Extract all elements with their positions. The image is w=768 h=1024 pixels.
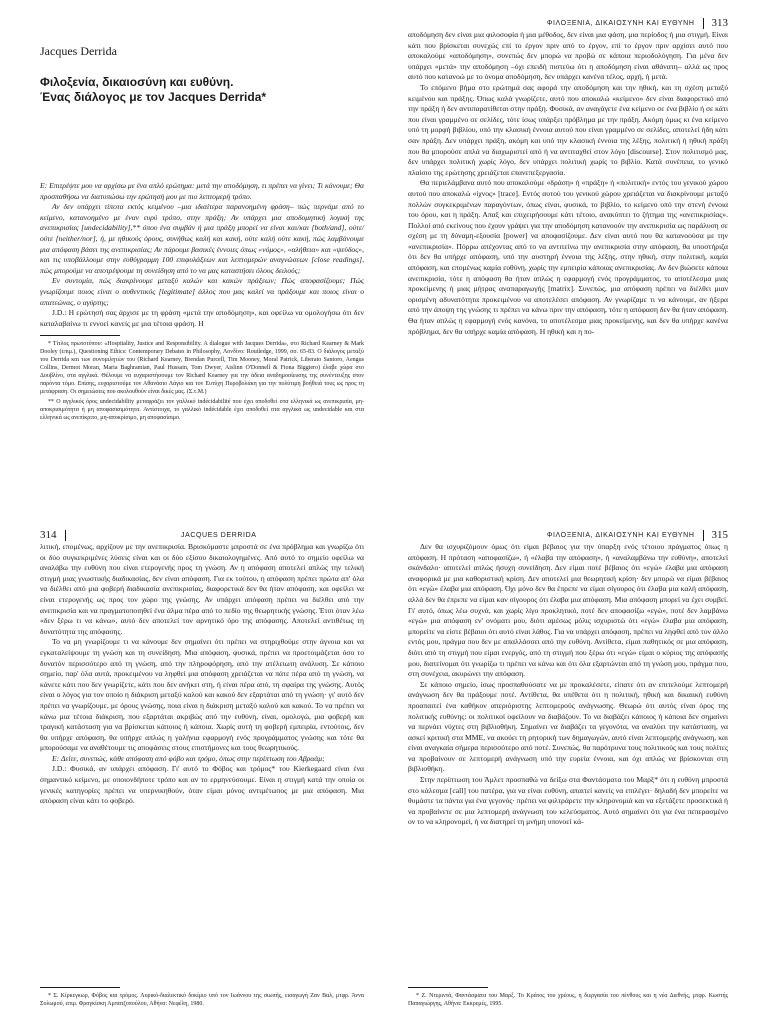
body-text	[40, 542, 364, 807]
divider	[703, 18, 704, 29]
footnote-rule	[40, 987, 120, 988]
paragraph: Θα περιελάμβανα αυτό που αποκαλούμε «δράση» ή «πράξη» ή «πολιτική» εντός του γενικού χώρου αυτού που αποκαλώ «ίχνος» [trace]. Εντός αυτού του γενικού χώρου χρειάζεται να διακρίνουμε μεταξύ πολλών συγκεκριμένων παραγόντων, όπως είναι, φυσικά, το βιβλίο, το κείμενο υπό την στενή έννοια του όρου, και η πράξη. Απαξ και επιχειρήσουμε κάτι τέτοιο, ανακύπτει το ζήτημα της «ανεπικρισίας». Πολλοί από εκείνους που έχουν γράψει για την αποδόμηση κατανοούν την ανεπικρισία ως παράλυση σε σχέση με τη δύναμη-εξουσία [power] να αποφασίζουμε. Δεν είναι αυτό που θα κατανοούσα με την «ανεπικρισία». Πόρρω απέχοντας από το να αντιτείνω την ανεπικρισία στην απόφαση, θα υποστήριζα ότι δεν θα υπήρχε απόφαση, υπό την αυστηρή έννοια της λέξης, στην ηθική, στην πολιτική, καμία απόφαση, και επομένως καμία ευθύνη, χωρίς την εμπειρία κάποιας ανεπικρισίας. Αν δεν βιώσετε κάποια ανεπικρισία, τότε η απόφαση θα ήταν απλώς η εφαρμογή ενός προγράμματος, το αποτέλεσμα μιας προκείμενης ή μιας μήτρας αναπαραγωγής [matrix]. Συνεπώς, μια απόφαση πρέπει να διέλθει μιαν ορισμένη αδυνατότητα προκειμένου να αποτελέσει απόφαση. Αν γνωρίζαμε τι να κάνουμε, αν ήξερα από την άποψη της γνώσης τι πρέπει να κάνω πριν την απόφαση, τότε η απόφαση δεν θα ήταν απόφαση. Θα ήταν απλώς η εφαρμογή ενός κανόνα, το αποτέλεσμα μιας προκείμενης, και δεν θα υπήρχε κανένα πρόβλημα, δεν θα υπήρχε καμία απόφαση. Η ηθική και η πο-	[408, 178, 728, 336]
running-head	[408, 528, 728, 542]
running-head-title: ΦΙΛΟΞΕΝΙΑ, ΔΙΚΑΙΟΣΥΝΗ ΚΑΙ ΕΥΘΥΝΗ	[546, 531, 695, 539]
author-name: Jacques Derrida	[40, 44, 117, 58]
paragraph: αποδόμηση δεν είναι μια φιλοσοφία ή μια μέθοδος, δεν είναι μια φάση, μια περίοδος ή μια στιγμή. Είναι κάτι που βρίσκεται συνεχώς επί το έργον πριν από το έργον, επί το έργον πριν αρχίσει αυτό που αποκαλούμε «αποδόμηση», συνεπώς δεν μπορώ να προβώ σε κάποια περιοδολόγηση. Για μένα δεν υπάρχει «μετά» την αποδόμηση –όχι επειδή πιστεύω ότι η αποδόμηση είναι αθάνατη– αλλά ως προς αυτό που κατανοώ με το όνομα αποδόμηση, δεν υπάρχει κανένα τέλος, αρχή, ή μετά.	[408, 30, 728, 82]
running-head	[40, 528, 364, 542]
paragraph: λιτική, επομένως, αρχίζουν με την ανεπικρισία. Βρισκόμαστε μπροστά σε ένα πρόβλημα και γνωρίζω ότι οι δύο συγκεκριμένες λύσεις είναι και οι δύο εξίσου δικαιολογημένες. Από αυτό το σημείο οφείλω να αναλάβω την ευθύνη που είναι ετερογενής προς τη γνώση. Αν η απόφαση αποτελεί απλώς την τελική στιγμή μιας γνωστικής διαδικασίας, δεν είναι απόφαση. Για εκ τούτου, η απόφαση πρέπει πρώτα απ' όλα να διέλθει από μια φοβερή διαδικασία ανεπικρισίας, διαφορετικά δεν θα ήταν απόφαση, και οφείλει να είναι ετερογενής ως προς τον χώρο της γνώσης. Αν υπάρχει απόφαση πρέπει να διέλθει από την ανεπικρισία και να πραγματοποιηθεί ένα άλμα πέρα από το πεδίο της θεωρητικής γνώσης. Έτσι όταν λέω «δεν ξέρω τι να κάνω», αυτό δεν αποτελεί τον αρνητικό όρο της απόφασης. Αποτελεί αντιθέτως τη δυνατότητα της απόφασης.	[40, 542, 364, 636]
page-top-left	[0, 0, 384, 512]
page-top-right	[384, 0, 768, 512]
page-bottom-left	[0, 512, 384, 1024]
paragraph: Ε: Επιτρέψτε μου να αρχίσω με ένα απλό ερώτημα: μετά την αποδόμηση, τι πρέπει να γίνει; Τι κάνουμε; Θα προσπαθήσω να διατυπώσω την ερώτησή μου με πιο λεπτομερή τρόπο.	[40, 181, 364, 201]
paragraph: Το να μη γνωρίζουμε τι να κάνουμε δεν σημαίνει ότι πρέπει να στηριχθούμε στην άγνοια και να εγκαταλείψουμε τη γνώση και τη συνείδηση. Μια απόφαση, φυσικά, πρέπει να προετοιμάζεται όσο το δυνατόν περισσότερο από τη γνώση, από την πληροφόρηση, από την ατέλειωτη ανάλυση. Σε κάποιο σημείο, παρ' όλα αυτά, προκειμένου να ληφθεί μια απόφαση χρειάζεται να πάτε πέρα από τη γνώση, να κάνετε κάτι που δεν γνωρίζετε, κάτι που δεν ανήκει στη, ή είναι πέρα από, τη σφαίρα της γνώσης. Αυτός είναι ο λόγος για τον οποίο η διάκριση μεταξύ καλού και κακού δεν εξαρτάται από τη γνώση· γι' αυτό δεν πρέπει να γνωρίζουμε, με όρους γνώσης, ποια είναι η διάκριση μεταξύ καλού και κακού. Το να πρέπει να κάνω μια τέτοια διάκριση, που εξαρτάται ακριβώς από την ευθύνη, είναι, ομολογώ, μια φοβερή και τραγική κατάσταση για να βρίσκεται κάποιος ή κάποια. Χωρίς αυτή τη φοβερή εμπειρία, εντούτοις, δεν θα υπήρχε απόφαση, θα υπήρχε απλώς η γαλήνια εφαρμογή ενός προγράμματος γνώσης και τότε θα μπορούσαμε να αναθέτουμε τις αποφάσεις στους επιστήμονες και τους θεωρητικούς.	[40, 637, 364, 753]
paragraph: Ε: Δείτε, συνεπώς, κάθε απόφαση από φόβο και τρόμο, όπως στην περίπτωση του Αβραάμ;	[52, 753, 325, 763]
page-number: 314	[40, 529, 57, 541]
running-head	[408, 16, 728, 30]
footnote-rule	[408, 987, 488, 988]
running-head-title: JACQUES DERRIDA	[180, 531, 257, 539]
article-title	[40, 75, 364, 105]
footnote: * Σ. Κίρκεγκωρ, Φόβος και τρόμος. Λυρικό-διαλεκτικό δοκίμιο υπό τον Ιωάννου της σιωπής, εισαγωγή Ζαν Βαλ, μτφρ. Άννα Σολωμού, επιμ. Φραγκίσκη Αμπατζοπούλου, Αθήνα: Νεφέλη, 1980.	[40, 993, 364, 1007]
paragraph: Σε κάποιο σημείο, ίσως προσπαθούσατε να με προκαλέσετε, είπατε ότι αν επιτελούμε λεπτομερή ανάγνωση δεν θα πράξουμε ποτέ. Αντίθετα, θα υπέθετα ότι η πολιτική, ηθική και δικαιική ευθύνη προαπαιτεί ένα καθήκον απεριόριστης λεπτομερούς ανάγνωσης. Θεωρώ ότι αυτός είναι όρος της πολιτικής ευθύνης: οι πολιτικοί οφείλουν να διαβάζουν. Το να διαβάζει κάποιος ή κάποια δεν σημαίνει να περνάει νύχτες στη βιβλιοθήκη. Σημαίνει να διαβάζει τα γεγονότα, να αναλύει την κατάσταση, να ασκεί κριτική στα ΜΜΕ, να ακούει τη ρητορική των δημαγωγών, αυτό είναι λεπτομερής ανάγνωση, και είναι αναγκαία σήμερα περισσότερο από ποτέ. Συνεπώς, θα παρότρυνα τους πολιτικούς και τους πολίτες να προβαίνουν σε λεπτομερή ανάγνωση υπό την ευρεία έννοια, και όχι απλώς να βρίσκονται στη βιβλιοθήκη.	[408, 679, 728, 774]
paragraph: Δεν θα ισχυριζόμουν όμως ότι είμαι βέβαιος για την ύπαρξη ενός τέτοιου πράγματος όπως η απόφαση. Η πρόταση «αποφασίζω», ή «έλαβα την απόφαση», ή «αναλαμβάνω την ευθύνη», αποτελεί σκάνδαλο· αποτελεί απλώς ήσυχη συνείδηση. Δεν είμαι ποτέ βέβαιος ότι «εγώ» έλαβα μια απόφαση αναφορικά με μια καθοριστική κρίση. Δεν αποτελεί μια θεωρητική κρίση· δεν μπορώ να είμαι βέβαιος ότι «εγώ» έλαβα μια απόφαση. Όχι μόνο δεν θα έπρεπε να είμαι σίγουρος ότι έλαβα μια καλή απόφαση, αλλά δεν θα έπρεπε να είμαι καν σίγουρος ότι έλαβα μια απόφαση. Μια απόφαση μπορεί να έχει συμβεί. Γι' αυτό, όπως λέω συχνά, και χωρίς λίγο προκλητικό, ποτέ δεν αποφασίζω «εγώ», ποτέ δεν λαμβάνω «εγώ» μια απόφαση εν' ονόματι μου, διότι αμέσως μόλις ισχυριστώ ότι «εγώ» έλαβα μια απόφαση, μπορείτε να είστε βέβαιοι ότι αυτό είναι λάθος. Για να υπάρχει απόφαση, πρέπει να ληφθεί από τον άλλο εντός μου, πράγμα που δεν με απαλλάσσει από την ευθύνη. Αντίθετα, είμαι παθητικός σε μια απόφαση, διότι από τη στιγμή που είμαι ενεργός, από τη στιγμή που ξέρω ότι «εγώ» είμαι ο κύριος της απόφασής μου, διατείνομαι ότι γνωρίζω τι πρέπει να κάνω και ότι όλα εξαρτώνται από τη γνώση μου, πράγμα που, στη συνέχεια, ακυρώνει την απόφαση.	[408, 542, 728, 679]
footnote-area	[40, 981, 364, 1010]
body-text	[408, 30, 728, 337]
page-number: 313	[711, 17, 728, 29]
page-number: 315	[711, 529, 728, 541]
footnote-rule	[40, 335, 120, 336]
footnote: * Τίτλος πρωτοτύπου: «Hospitality, Justice and Responsibility. A dialogue with Jacques Derrida», στο Richard Kearney & Mark Dooley (επιμ.), Questioning Ethics: Contemporary Debates in Philosophy, Λονδίνο: Routledge, 1999, σσ. 65-83. Ο διάλογος μεταξύ του Derrida και των συνομιλητών του (Richard Kearney, Brendan Purcell, Tim Mooney, Moral Patrick, Liberato Santoro, Aengus Collins, Dermot Moran, Maria Baghramian, Paul Hussain, Tom Dwyer, Aislinn O'Donnell & Fiona Biggiero) έλαβε χώρα στο Δουβλίνο, στα αγγλικά. Θέλουμε να ευχαριστήσουμε τον Richard Kearney για την άδεια αναδημοσίευσης της συνέντευξης στον παρόντα τόμο. Επίσης, ευχαριστούμε τον Αθανάσιο Λάγιο και τον Ευτύχη Πυροβολάκη για την πολύτιμη βοήθειά τους ως προς τη μετάφραση. Οι σημειώσεις που ακολουθούν είναι δικές μας. (Σ.τ.Μ.)	[40, 341, 364, 396]
paragraph: Το επόμενο βήμα στο ερώτημά σας αφορά την αποδόμηση και την ηθική, και τη σχέση μεταξύ κειμένου και πράξης. Όπως καλά γνωρίζετε, αυτό που αποκαλώ «κείμενο» δεν είναι διαφορετικό από την πράξη ή δεν αντιπαρατίθεται στην πράξη. Φυσικά, αν αναγάγετε ένα κείμενο σε ένα βιβλίο ή σε κάτι που είναι γραμμένο σε σελίδες, τότε ίσως υπάρξει πρόβλημα με την πράξη. Ακόμη όμως κι ένα κείμενο υπό τη μορφή βιβλίου, υπό την κλασική έννοια αυτού που είναι γραμμένο σε σελίδες, αποτελεί ήδη κάτι σαν πράξη. Δεν υπάρχει πράξη, ακόμη και υπό την κλασική έννοια της λέξης, πολιτική ή ηθική πράξη που θα μπορούσε απλά να διαχωριστεί από ή να αντιταχθεί στον λόγο [discourse]. Στον πολιτισμό μας, δεν υπάρχει πολιτική χωρίς λόγο, δεν υπάρχει πολιτική χωρίς το βιβλίο. Κατά συνέπεια, το γενικό πλαίσιο της ερώτησης χρειάζεται επανεπεξεργασία.	[408, 82, 728, 177]
paragraph: J.D.: Η ερώτησή σας άρχισε με τη φράση «μετά την αποδόμηση», και οφείλω να ομολογήσω ότι δεν καταλαβαίνω τι εννοεί κανείς με μια τέτοια φράση. Η	[40, 308, 364, 328]
paragraph: J.D.: Φυσικά, αν υπάρχει απόφαση. Γι' αυτό το Φόβος και τρόμος* του Kierkegaard είναι ένα σημαντικό κείμενο, με οποιονδήποτε τρόπο και αν το ερμηνεύσουμε. Είναι η στιγμή κατά την οποία οι γενικές κατηγορίες πρέπει να υπερνικηθούν, όταν είμαι μόνος αντιμέτωπος με μια απόφαση. Μια απόφαση είναι κάτι το φοβερό.	[40, 764, 364, 806]
divider	[703, 530, 704, 541]
page-bottom-right	[384, 512, 768, 1024]
footnote-area	[408, 981, 728, 1010]
paragraph: Εν συντομία, πώς διακρίνουμε μεταξύ καλών και κακών πράξεων; Πώς αποφασίζουμε; Πώς γνωρίζουμε ποιος είναι ο αυθεντικός [legitimate] άλλος που μας καλεί να πράξουμε και ποιος είναι ο απατεώνας, ο αγύρτης;	[40, 276, 364, 307]
footnote: * Ζ. Ντεριντά, Φαντάσματα του Μαρξ. Το Κράτος του χρέους, η διεργασία του πένθους και η νέα Διεθνής, μτφρ. Κωστής Παπαγιώργης, Αθήνα: Εκκρεμές, 1995.	[408, 993, 728, 1007]
body-text	[40, 181, 364, 329]
paragraph: Στην περίπτωση του Άμλετ προσπαθώ να δείξω στα Φαντάσματα του Μαρξ* ότι η ευθύνη μπροστά στο κάλεσμα [call] του πατέρα, για να είναι ευθύνη, απαιτεί κανείς να επιλέγει· δηλαδή δεν μπορείτε να θυμάστε τα πάντα για ένα γεγονός· πρέπει να φιλτράρετε την κληρονομιά και να εξετάζετε προσεκτικά ή να προβαίνετε σε μια λεπτομερή ανάγνωση του κελεύσματος. Αυτό σημαίνει ότι για ένα πεπερασμένο ον το να κληρονομεί, ή να διατηρεί τη μνήμη υπονοεί κά-	[408, 775, 728, 827]
article-title-line-1: Φιλοξενία, δικαιοσύνη και ευθύνη.	[40, 75, 234, 89]
paragraph: Αν δεν υπάρχει τίποτα εκτός κειμένου –μια ιδιαίτερα παρανοημένη φράση– πώς περνάμε από το κείμενο, κατανοημένο με έναν ευρύ τρόπο, στην πράξη; Αν υπάρχει μια αποδομητική λογική της ανεπικρισίας [undecidability],** όπου ένα συμβάν ή μια πράξη μπορεί να είναι και/και [both/and], ούτε/ούτε [neither/nor], ή, με ηθικούς όρους, συνήθως καλή και κακή, ούτε καλή ούτε κακή, πώς λαμβάνουμε μια απόφαση βάσει της ανεπικρισίας; Αν πάρουμε βασικές έννοιες όπως «νόμος», «αλήθεια» και «ψεύδος», και τις υποβάλλουμε στην ευθύγραμμη 100 επιφυλάξεων και λεπτομερών αναγνώσεων [close readings], πώς μπορούμε να αποτρέψουμε τη συνείδηση από το να μας καταστήσει όλους δειλούς;	[40, 202, 364, 275]
article-title-line-2: Ένας διάλογος με τον Jacques Derrida*	[40, 90, 267, 104]
footnote: ** Ο αγγλικός όρος undecidability μεταφράζει τον γαλλικό indécidabilité που έχει αποδοθεί στα ελληνικά ως ανεπικρισία, μη-αποκρισιμότητα ή μη αποφασισιμότητα. Αντίστοιχα, το γαλλικό indécidable έχει αποδοθεί στα αγγλικά ως undecidable και στα ελληνικά ως ανεπίκριτο, μη-αποκρίσιμο, μη αποφασίσιμο.	[40, 399, 364, 422]
body-text	[408, 542, 728, 828]
divider	[65, 530, 66, 541]
running-head-title: ΦΙΛΟΞΕΝΙΑ, ΔΙΚΑΙΟΣΥΝΗ ΚΑΙ ΕΥΘΥΝΗ	[546, 19, 695, 27]
